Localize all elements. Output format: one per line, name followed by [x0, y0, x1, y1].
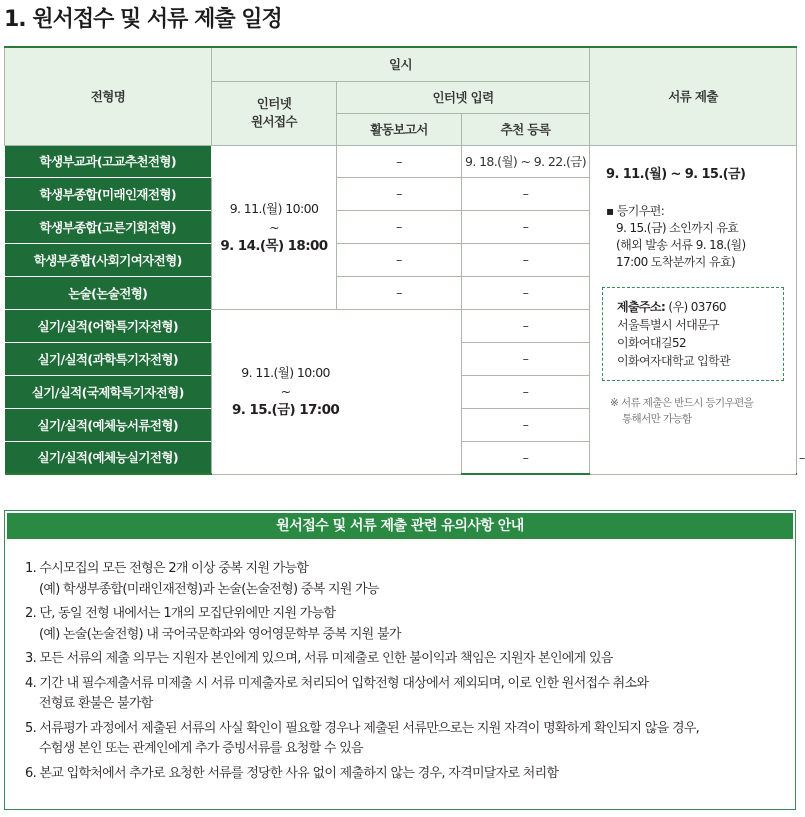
- list-item: [25, 604, 795, 645]
- period-cell-2: [212, 309, 462, 474]
- submit-range: 9. 11.(월) ~ 9. 15.(금): [606, 166, 746, 182]
- row-activity: –: [337, 210, 462, 243]
- list-item: [25, 719, 795, 760]
- list-item: [25, 649, 795, 670]
- notice-line: 전형료 환불은 불가함: [39, 696, 153, 711]
- header-doc-submit: 서류 제출: [590, 47, 797, 145]
- notice-line: 1. 수시모집의 모든 전형은 2개 이상 중복 지원 가능함: [25, 561, 309, 576]
- address-label: 제출주소:: [617, 299, 666, 314]
- submit-note: [602, 395, 784, 427]
- submit-post-line: 9. 15.(금) 소인까지 유효: [616, 220, 739, 235]
- period-end: 9. 15.(금) 17:00: [232, 402, 340, 418]
- row-recommend: –: [462, 210, 590, 243]
- notice-line: 5. 서류평가 과정에서 제출된 서류의 사실 확인이 필요할 경우나 제출된 서류만으로는 지원 자격이 명확하게 확인되지 않을 경우,: [25, 720, 700, 736]
- row-type: 실기/실적(국제학특기자전형): [5, 375, 212, 408]
- notice-line: 3. 모든 서류의 제출 의무는 지원자 본인에게 있으며, 서류 미제출로 인한 불이익과 책임은 지원자 본인에게 있음: [25, 651, 613, 666]
- notice-line: (예) 논술(논술전형) 내 국어국문학과와 영어영문학부 중복 지원 불가: [39, 626, 401, 642]
- schedule-table: [4, 46, 805, 475]
- row-recommend: –: [462, 276, 590, 309]
- table-row: [5, 145, 797, 177]
- row-type: 실기/실적(과학특기자전형): [5, 342, 212, 375]
- note-line: 통해서만 가능함: [622, 412, 692, 425]
- submit-post-line: 17:00 도착분까지 유효): [616, 254, 736, 269]
- list-item: [25, 764, 795, 785]
- row-activity: –: [337, 243, 462, 276]
- notice-line: 6. 본교 입학처에서 추가로 요청한 서류를 정당한 사유 없이 제출하지 않는 경우, 자격미달자로 처리함: [25, 765, 559, 781]
- header-recommend-reg: 추천 등록: [462, 113, 590, 145]
- period-start: 9. 11.(월) 10:00: [229, 200, 319, 216]
- row-activity: –: [337, 145, 462, 177]
- address-line: 이화여자대학교 입학관: [617, 353, 731, 368]
- row-recommend: –: [462, 375, 590, 408]
- row-type: 학생부종합(사회기여자전형): [5, 243, 212, 276]
- list-item: [25, 559, 795, 600]
- notice-line: 4. 기간 내 필수제출서류 미제출 시 서류 미제출자로 처리되어 입학전형 대상에서 제외되며, 이로 인한 원서접수 취소와: [25, 675, 649, 691]
- row-recommend: 9. 18.(월) ~ 9. 22.(금): [462, 145, 590, 177]
- row-internet-apply: –: [462, 441, 590, 474]
- row-type: 실기/실적(예체능서류전형): [5, 408, 212, 441]
- row-type: 학생부교과(고교추천전형): [5, 145, 212, 177]
- address-line: 서울특별시 서대문구: [617, 317, 720, 332]
- row-recommend: –: [462, 342, 590, 375]
- address-line: 이화여대길52: [617, 335, 687, 350]
- notice-heading: 원서접수 및 서류 제출 관련 유의사항 안내: [7, 513, 793, 539]
- row-recommend: –: [462, 408, 590, 441]
- row-activity: –: [337, 276, 462, 309]
- address-zip: (우) 03760: [665, 299, 726, 314]
- notice-line: 수험생 본인 또는 관계인에게 추가 증빙서류를 요청할 수 있음: [39, 741, 363, 756]
- period-tilde: ~: [269, 219, 279, 235]
- header-type-name: 전형명: [5, 47, 212, 145]
- row-type: 실기/실적(예체능실기전형): [5, 441, 212, 474]
- period-start: 9. 11.(월) 10:00: [241, 365, 330, 380]
- period-tilde: ~: [280, 384, 291, 399]
- row-recommend: –: [462, 243, 590, 276]
- notice-list: [5, 541, 795, 784]
- header-internet-input: 인터넷 입력: [337, 81, 590, 113]
- row-activity: –: [337, 177, 462, 210]
- submit-post-title: ▪ 등기우편:: [606, 203, 665, 218]
- table-row: 실기/실적(예체능실기전형) – –: [5, 441, 797, 474]
- header-date: 일시: [212, 47, 590, 81]
- row-type: 학생부종합(고른기회전형): [5, 210, 212, 243]
- section-title: 1. 원서접수 및 서류 제출 일정: [4, 7, 282, 32]
- row-recommend: –: [462, 177, 590, 210]
- row-recommend: –: [462, 309, 590, 342]
- notice-box: [4, 510, 796, 810]
- submit-address-box: [602, 287, 784, 381]
- row-type: 학생부종합(미래인재전형): [5, 177, 212, 210]
- note-line: ※ 서류 제출은 반드시 등기우편을: [610, 396, 754, 409]
- notice-line: 2. 단, 동일 전형 내에서는 1개의 모집단위에만 지원 가능함: [25, 606, 336, 621]
- list-item: [25, 674, 795, 715]
- submit-post-line: (해외 발송 서류 9. 18.(월): [616, 237, 746, 252]
- period-end: 9. 14.(목) 18:00: [220, 237, 328, 254]
- row-type: 논술(논술전형): [5, 276, 212, 309]
- row-type: 실기/실적(어학특기자전형): [5, 309, 212, 342]
- header-activity-report: 활동보고서: [337, 113, 462, 145]
- header-internet-apply: 인터넷 원서접수: [212, 81, 337, 145]
- submit-cell: [590, 145, 797, 474]
- notice-line: (예) 학생부종합(미래인재전형)과 논술(논술전형) 중복 지원 가능: [39, 581, 379, 597]
- period-cell-1: [212, 145, 337, 309]
- submit-post-info: [606, 203, 784, 271]
